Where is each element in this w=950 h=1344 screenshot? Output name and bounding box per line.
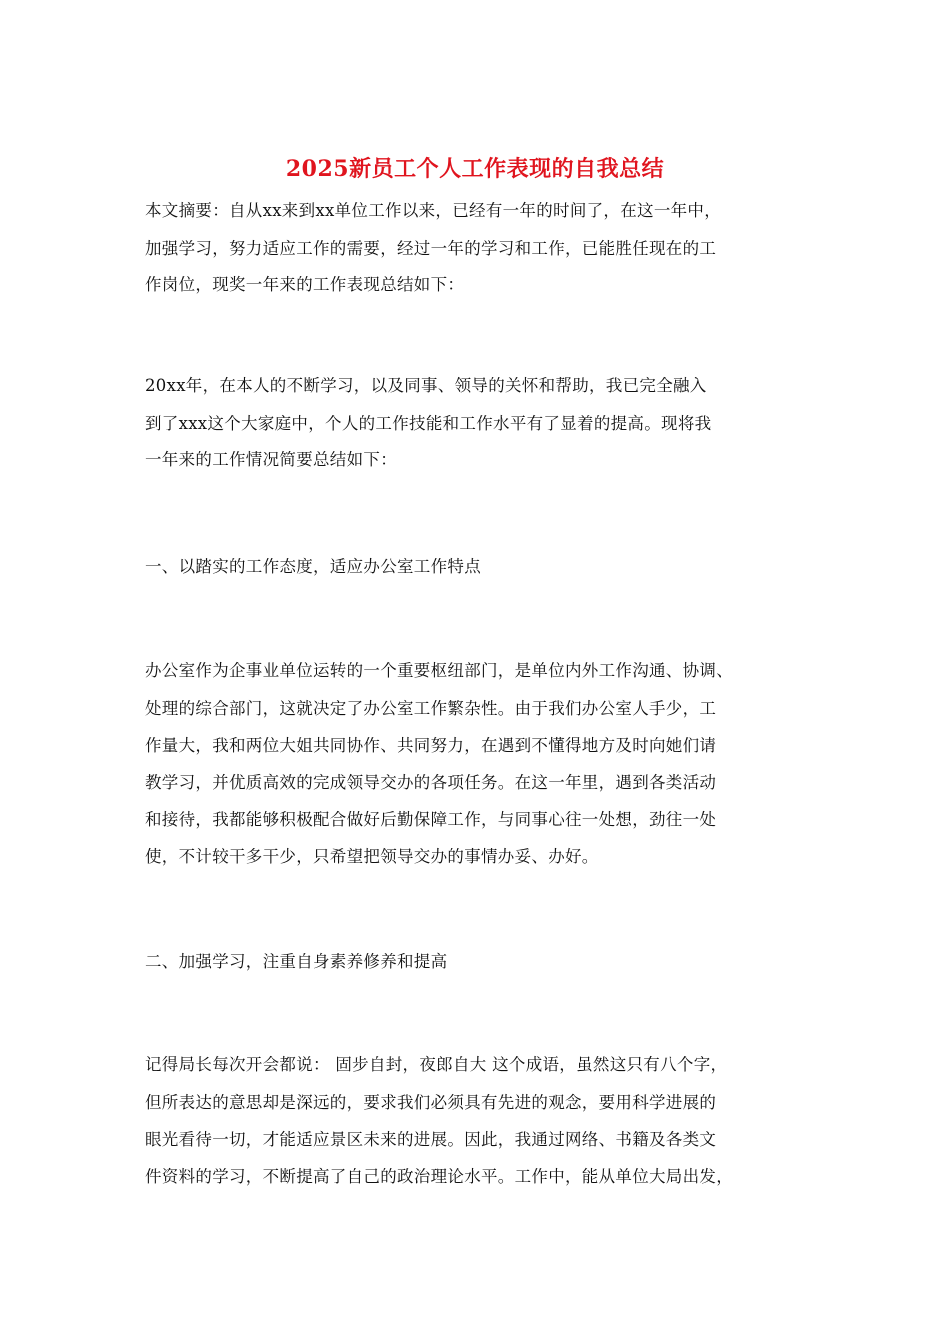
section-heading-1: 一、以踏实的工作态度，适应办公室工作特点 — [145, 557, 481, 576]
section2-line-4: 件资料的学习，不断提高了自己的政治理论水平。工作中，能从单位大局出发， — [145, 1167, 733, 1186]
section1-line-4: 教学习，并优质高效的完成领导交办的各项任务。在这一年里，遇到各类活动 — [145, 773, 717, 792]
document-title: 2025新员工个人工作表现的自我总结 — [285, 156, 665, 182]
intro-line-1: 20xx年，在本人的不断学习，以及同事、领导的关怀和帮助，我已完全融入 — [145, 376, 707, 395]
section1-line-5: 和接待，我都能够积极配合做好后勤保障工作，与同事心往一处想，劲往一处 — [145, 810, 717, 829]
section2-line-2: 但所表达的意思却是深远的，要求我们必须具有先进的观念，要用科学进展的 — [145, 1093, 717, 1112]
abstract-line-2: 加强学习，努力适应工作的需要，经过一年的学习和工作，已能胜任现在的工 — [145, 239, 717, 258]
section2-line-3: 眼光看待一切，才能适应景区未来的进展。因此，我通过网络、书籍及各类文 — [145, 1130, 717, 1149]
section2-line-1: 记得局长每次开会都说： 固步自封，夜郎自大 这个成语，虽然这只有八个字， — [145, 1055, 728, 1074]
abstract-line-3: 作岗位，现奖一年来的工作表现总结如下： — [145, 275, 465, 294]
section1-line-3: 作量大，我和两位大姐共同协作、共同努力，在遇到不懂得地方及时向她们请 — [145, 736, 717, 755]
section1-line-6: 使，不计较干多干少，只希望把领导交办的事情办妥、办好。 — [145, 847, 599, 866]
section1-line-1: 办公室作为企事业单位运转的一个重要枢纽部门，是单位内外工作沟通、协调、 — [145, 661, 733, 680]
section-heading-2: 二、加强学习，注重自身素养修养和提高 — [145, 952, 448, 971]
intro-line-2: 到了xxx这个大家庭中，个人的工作技能和工作水平有了显着的提高。现将我 — [145, 414, 712, 433]
intro-line-3: 一年来的工作情况简要总结如下： — [145, 450, 397, 469]
section1-line-2: 处理的综合部门，这就决定了办公室工作繁杂性。由于我们办公室人手少，工 — [145, 699, 717, 718]
abstract-line-1: 本文摘要：自从xx来到xx单位工作以来，已经有一年的时间了，在这一年中， — [145, 201, 722, 220]
